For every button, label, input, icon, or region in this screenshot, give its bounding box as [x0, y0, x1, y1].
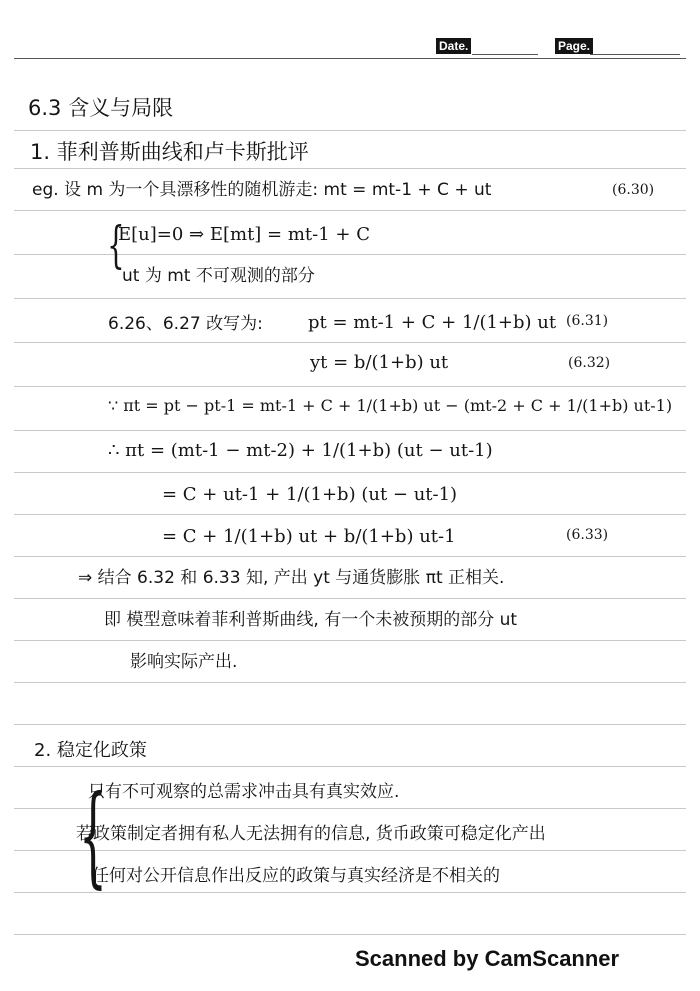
conclusion-line-3: 影响实际产出. — [130, 652, 238, 672]
page-label: Page. — [555, 38, 593, 54]
ruled-line — [14, 850, 686, 851]
ruled-line — [14, 682, 686, 683]
rewrite-label: 6.26、6.27 改写为: — [108, 314, 263, 334]
because-line: ∵ πt = pt − pt-1 = mt-1 + C + 1/(1+b) ut − (mt-2 + C + 1/(1+b) ut-1) — [108, 396, 673, 415]
page-underline — [590, 54, 680, 55]
brace-line-1: E[u]=0 ⇒ E[mt] = mt-1 + C — [118, 224, 370, 245]
ruled-line — [14, 808, 686, 809]
ruled-line — [14, 386, 686, 387]
ruled-line — [14, 130, 686, 131]
eq-number-630: (6.30) — [612, 182, 655, 198]
ruled-line — [14, 210, 686, 211]
ruled-line — [14, 892, 686, 893]
ruled-line — [14, 342, 686, 343]
ruled-line — [14, 934, 686, 935]
conclusion-line-2: 即 模型意味着菲利普斯曲线, 有一个未被预期的部分 ut — [104, 610, 518, 630]
policy-line-3: 任何对公开信息作出反应的政策与真实经济是不相关的 — [92, 866, 500, 886]
ruled-line — [14, 430, 686, 431]
section-title: 6.3 含义与局限 — [28, 96, 174, 120]
part2-title: 2. 稳定化政策 — [34, 740, 147, 761]
derivation-step-1: = C + ut-1 + 1/(1+b) (ut − ut-1) — [162, 484, 458, 505]
ruled-line — [14, 724, 686, 725]
left-brace-1: { — [107, 216, 125, 274]
ruled-line — [14, 556, 686, 557]
ruled-line — [14, 168, 686, 169]
ruled-line — [14, 640, 686, 641]
eq-number-632: (6.32) — [568, 355, 611, 371]
ruled-line — [14, 598, 686, 599]
left-brace-2: { — [79, 771, 107, 899]
eq-number-631: (6.31) — [566, 313, 609, 329]
equation-632: yt = b/(1+b) ut — [310, 352, 449, 373]
policy-line-1: 只有不可观察的总需求冲击具有真实效应. — [88, 782, 400, 802]
camscanner-watermark: Scanned by CamScanner — [355, 946, 620, 971]
date-underline — [472, 54, 538, 55]
ruled-line — [14, 298, 686, 299]
derivation-step-2: = C + 1/(1+b) ut + b/(1+b) ut-1 — [162, 526, 456, 547]
ruled-line — [14, 766, 686, 767]
therefore-line: ∴ πt = (mt-1 − mt-2) + 1/(1+b) (ut − ut-1) — [108, 440, 493, 461]
conclusion-line-1: ⇒ 结合 6.32 和 6.33 知, 产出 yt 与通货膨胀 πt 正相关. — [78, 568, 505, 588]
brace-line-2: ut 为 mt 不可观测的部分 — [122, 266, 315, 286]
date-label: Date. — [436, 38, 471, 54]
policy-line-2: 若政策制定者拥有私人无法拥有的信息, 货币政策可稳定化产出 — [76, 824, 546, 844]
equation-631: pt = mt-1 + C + 1/(1+b) ut — [308, 312, 557, 333]
ruled-line — [14, 514, 686, 515]
part1-title: 1. 菲利普斯曲线和卢卡斯批评 — [30, 140, 309, 164]
example-text: eg. 设 m 为一个具漂移性的随机游走: mt = mt-1 + C + ut — [32, 180, 492, 200]
ruled-line — [14, 472, 686, 473]
top-rule — [14, 58, 686, 59]
eq-number-633: (6.33) — [566, 527, 609, 543]
